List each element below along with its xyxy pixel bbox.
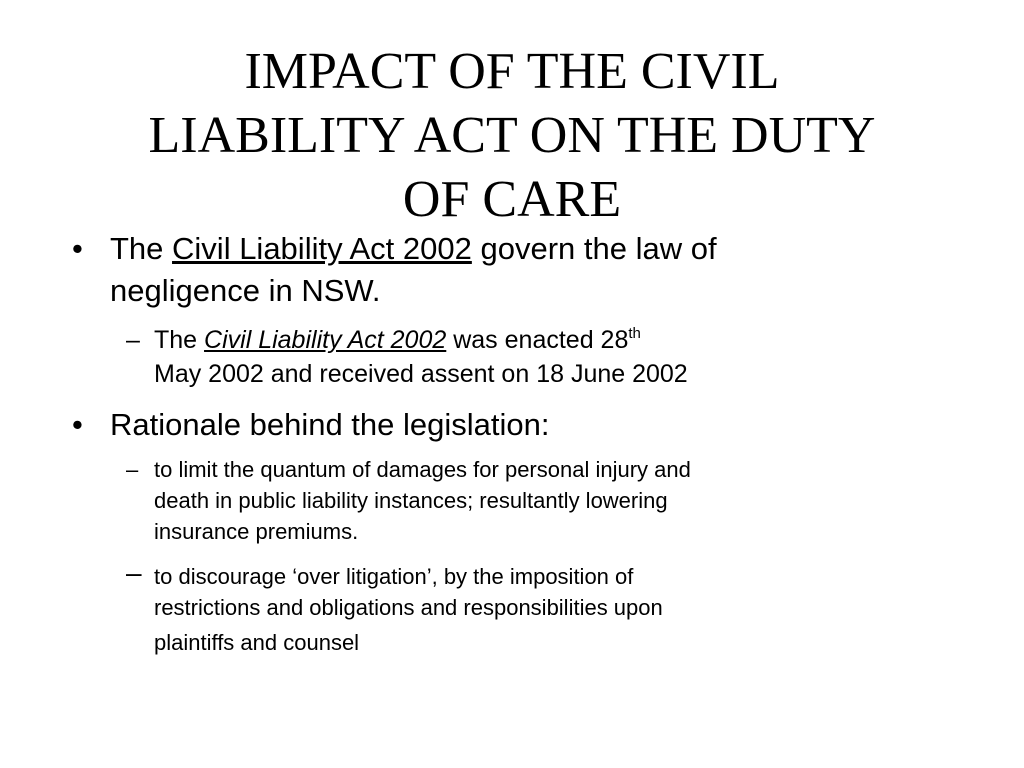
sub-bullet-2-1-line-2: death in public liability instances; resultantly lowering xyxy=(154,488,668,513)
ordinal-superscript: th xyxy=(628,325,641,342)
sub-bullet-2-2-line-2: restrictions and obligations and responsibilities upon xyxy=(154,595,663,620)
bullet-1 xyxy=(72,228,940,312)
bullet-2-text: Rationale behind the legislation: xyxy=(110,407,550,442)
bullet-glyph: • xyxy=(72,407,83,442)
title-line-2: LIABILITY ACT ON THE DUTY xyxy=(148,107,876,164)
sub-bullet-1-1 xyxy=(126,323,944,391)
sub-bullet-1-1-suffix: was enacted 28 xyxy=(446,326,629,354)
sub-bullet-2-2-line-3: plaintiffs and counsel xyxy=(154,630,360,655)
bullet-1-line-2: negligence in NSW. xyxy=(110,273,381,308)
title-line-3: OF CARE xyxy=(402,171,622,228)
title-line-1: IMPACT OF THE CIVIL xyxy=(244,43,780,100)
bullet-1-suffix: govern the law of xyxy=(471,231,717,266)
sub-bullet-1-1-prefix: The xyxy=(154,326,205,354)
sub-bullet-1-1-line-2: May 2002 and received assent on 18 June 2002 xyxy=(154,360,688,388)
sub-bullet-2-2-line-1: to discourage ‘over litigation’, by the imposition of xyxy=(154,564,634,589)
bullet-2 xyxy=(72,404,940,446)
sub-bullet-2-1-line-3: insurance premiums. xyxy=(154,519,359,544)
sub-bullet-2-1-line-1: to limit the quantum of damages for personal injury and xyxy=(154,457,691,482)
bullet-1-prefix: The xyxy=(110,231,173,266)
sub-bullet-2-1 xyxy=(126,454,944,547)
bullet-glyph: • xyxy=(72,231,83,266)
dash-glyph: – xyxy=(126,326,140,354)
bullet-1-act-title: Civil Liability Act 2002 xyxy=(172,231,472,266)
dash-glyph: – xyxy=(126,557,142,588)
sub-bullet-2-2 xyxy=(126,557,944,658)
sub-bullet-1-1-act-title: Civil Liability Act 2002 xyxy=(204,326,447,354)
dash-glyph: – xyxy=(126,457,139,482)
